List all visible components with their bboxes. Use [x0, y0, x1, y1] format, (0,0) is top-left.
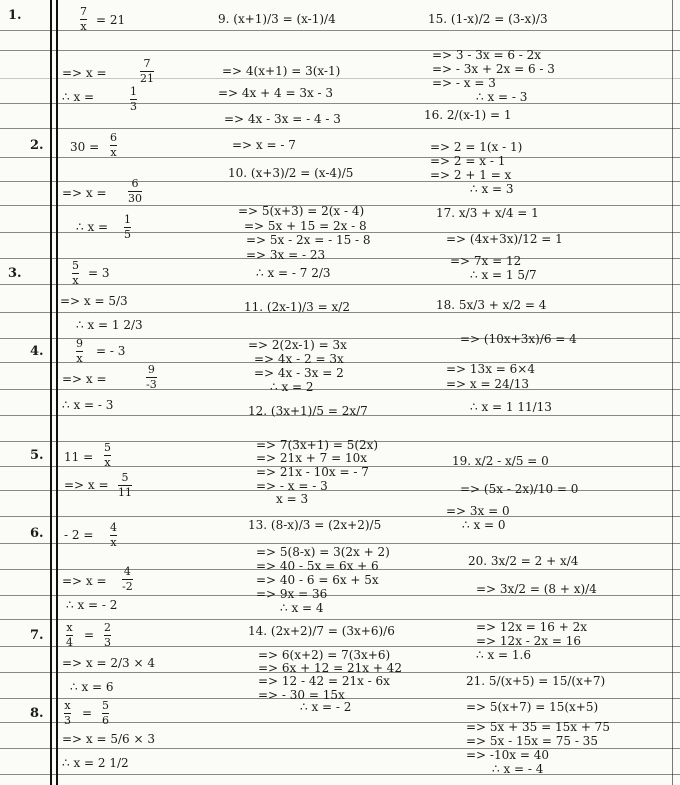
step-text: => 4x - 3x = 2: [254, 366, 344, 380]
ruled-line: [0, 774, 680, 775]
step-text: 16. 2/(x-1) = 1: [424, 108, 512, 122]
step-text: => 5x - 2x = - 15 - 8: [246, 233, 371, 247]
step-text: => 3x = - 23: [246, 248, 326, 262]
fraction: 2 3: [104, 621, 111, 649]
step-text: => 21x - 10x = - 7: [256, 465, 369, 479]
fraction: 9 x: [76, 337, 83, 365]
step-text: ∴ x =: [62, 90, 95, 104]
step-text: => 5x + 35 = 15x + 75: [466, 720, 610, 734]
question-number: 2.: [30, 138, 44, 153]
equation-text: 30 =: [70, 140, 100, 154]
step-text: ∴ x = 4: [280, 601, 324, 615]
fraction: 4 -2: [122, 565, 133, 593]
step-text: 20. 3x/2 = 2 + x/4: [468, 554, 579, 568]
step-text: => x = 5/3: [60, 294, 128, 308]
step-text: => 6x + 12 = 21x + 42: [258, 661, 402, 675]
step-text: 21. 5/(x+5) = 15/(x+7): [466, 674, 606, 688]
question-number: 5.: [30, 448, 44, 463]
step-text: => 2 + 1 = x: [430, 168, 512, 182]
step-text: ∴ x = - 3: [476, 90, 528, 104]
step-text: => 4x - 2 = 3x: [254, 352, 344, 366]
step-text: => 5x + 15 = 2x - 8: [244, 219, 367, 233]
step-text: 18. 5x/3 + x/2 = 4: [436, 298, 547, 312]
step-text: => 3x/2 = (8 + x)/4: [476, 582, 597, 596]
step-text: 14. (2x+2)/7 = (3x+6)/6: [248, 624, 395, 638]
step-text: 9. (x+1)/3 = (x-1)/4: [218, 12, 336, 26]
question-number: 3.: [8, 266, 22, 281]
step-text: 19. x/2 - x/5 = 0: [452, 454, 549, 468]
equation-text: - 2 =: [64, 528, 94, 542]
step-text: => 6(x+2) = 7(3x+6): [258, 648, 391, 662]
step-text: ∴ x = - 2: [66, 598, 118, 612]
step-text: => 21x + 7 = 10x: [256, 451, 367, 465]
step-text: => 5(x+7) = 15(x+5): [466, 700, 599, 714]
step-text: ∴ x = - 7 2/3: [256, 266, 331, 280]
step-text: => - 30 = 15x: [258, 688, 345, 702]
step-text: => 5x - 15x = 75 - 35: [466, 734, 598, 748]
equation-text: =: [82, 706, 93, 720]
step-text: => 13x = 6×4: [446, 362, 535, 376]
fraction: 1 3: [130, 85, 137, 113]
step-text: => 2 = 1(x - 1): [430, 140, 523, 154]
step-text: => 40 - 6 = 6x + 5x: [256, 573, 379, 587]
step-text: => 2(2x-1) = 3x: [248, 338, 347, 352]
step-text: 11. (2x-1)/3 = x/2: [244, 300, 350, 314]
margin-line-right: [56, 0, 58, 785]
step-text: => x =: [64, 478, 109, 492]
fraction: 6 x: [110, 131, 117, 159]
step-text: => x =: [62, 372, 107, 386]
fraction: 5 6: [102, 699, 109, 727]
step-text: ∴ x = 1.6: [476, 648, 531, 662]
fraction: 7 21: [140, 57, 154, 85]
equation-text: = - 3: [96, 344, 126, 358]
ruled-line: [0, 181, 680, 182]
step-text: => - x = - 3: [256, 479, 328, 493]
step-text: ∴ x = 2: [270, 380, 314, 394]
step-text: ∴ x = - 4: [492, 762, 544, 776]
step-text: => - 3x + 2x = 6 - 3: [432, 62, 555, 76]
step-text: => 5(x+3) = 2(x - 4): [238, 204, 365, 218]
step-text: => 2 = x - 1: [430, 154, 506, 168]
fraction: 5 11: [118, 471, 132, 499]
ruled-line: [0, 543, 680, 544]
step-text: ∴ x = 6: [70, 680, 114, 694]
step-text: => (5x - 2x)/10 = 0: [460, 482, 579, 496]
step-text: ∴ x = - 2: [300, 700, 352, 714]
step-text: => 9x = 36: [256, 587, 328, 601]
ruled-line: [0, 50, 680, 51]
equation-text: =: [84, 628, 95, 642]
equation-text: 11 =: [64, 450, 94, 464]
step-text: => 5(8-x) = 3(2x + 2): [256, 545, 390, 559]
step-text: => x = 24/13: [446, 377, 529, 391]
fraction: 5 x: [72, 259, 79, 287]
step-text: x = 3: [276, 492, 309, 506]
ruled-line: [0, 103, 680, 104]
step-text: => x =: [62, 66, 107, 80]
ruled-line: [0, 258, 680, 259]
ruled-line: [0, 30, 680, 31]
step-text: => -10x = 40: [466, 748, 549, 762]
fraction: 1 5: [124, 213, 131, 241]
step-text: => 3 - 3x = 6 - 2x: [432, 48, 542, 62]
step-text: => 3x = 0: [446, 504, 510, 518]
fraction: x 3: [64, 699, 71, 727]
step-text: 10. (x+3)/2 = (x-4)/5: [228, 166, 354, 180]
step-text: 12. (3x+1)/5 = 2x/7: [248, 404, 368, 418]
step-text: 15. (1-x)/2 = (3-x)/3: [428, 12, 548, 26]
page-edge: [672, 0, 673, 785]
step-text: => 4x + 4 = 3x - 3: [218, 86, 334, 100]
step-text: => 7x = 12: [450, 254, 522, 268]
ruled-line: [0, 389, 680, 390]
ruled-line: [0, 284, 680, 285]
step-text: => x = - 7: [232, 138, 296, 152]
step-text: => 12x = 16 + 2x: [476, 620, 587, 634]
question-number: 8.: [30, 706, 44, 721]
ruled-line: [0, 128, 680, 129]
step-text: => x =: [62, 574, 107, 588]
step-text: => 12x - 2x = 16: [476, 634, 581, 648]
step-text: ∴ x = 3: [470, 182, 514, 196]
step-text: => x = 5/6 × 3: [62, 732, 156, 746]
margin-line-left: [50, 0, 52, 785]
step-text: ∴ x = 1 11/13: [470, 400, 552, 414]
step-text: => 7(3x+1) = 5(2x): [256, 438, 379, 452]
step-text: => - x = 3: [432, 76, 496, 90]
fraction: 4 x: [110, 521, 117, 549]
question-number: 6.: [30, 526, 44, 541]
question-number: 7.: [30, 628, 44, 643]
step-text: => 40 - 5x = 6x + 6: [256, 559, 379, 573]
equation-text: = 21: [96, 13, 126, 27]
step-text: 13. (8-x)/3 = (2x+2)/5: [248, 518, 382, 532]
ruled-line: [0, 516, 680, 517]
fraction: 9 -3: [146, 363, 157, 391]
step-text: => 4x - 3x = - 4 - 3: [224, 112, 341, 126]
step-text: ∴ x =: [76, 220, 109, 234]
fraction: 7 x: [80, 5, 87, 33]
step-text: 17. x/3 + x/4 = 1: [436, 206, 539, 220]
question-number: 4.: [30, 344, 44, 359]
ruled-line: [0, 157, 680, 158]
fraction: 6 30: [128, 177, 142, 205]
question-number: 1.: [8, 8, 22, 23]
step-text: => 12 - 42 = 21x - 6x: [258, 674, 390, 688]
step-text: ∴ x = 1 5/7: [470, 268, 537, 282]
step-text: ∴ x = 2 1/2: [62, 756, 129, 770]
step-text: ∴ x = 0: [462, 518, 506, 532]
step-text: ∴ x = - 3: [62, 398, 114, 412]
step-text: => (4x+3x)/12 = 1: [446, 232, 563, 246]
step-text: => x = 2/3 × 4: [62, 656, 156, 670]
step-text: => 4(x+1) = 3(x-1): [222, 64, 341, 78]
step-text: => (10x+3x)/6 = 4: [460, 332, 577, 346]
fraction: x 4: [66, 621, 73, 649]
equation-text: = 3: [88, 266, 110, 280]
ruled-line: [0, 748, 680, 749]
step-text: => x =: [62, 186, 107, 200]
fraction: 5 x: [104, 441, 111, 469]
step-text: ∴ x = 1 2/3: [76, 318, 143, 332]
